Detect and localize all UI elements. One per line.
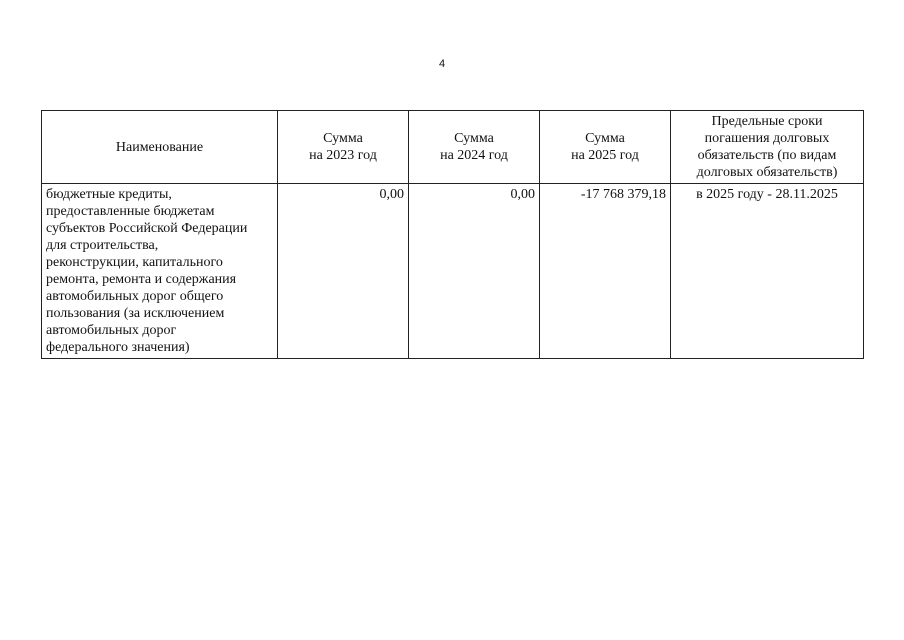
cell-name-line: федерального значения) bbox=[46, 340, 190, 355]
header-name-text: Наименование bbox=[115, 139, 204, 155]
header-term-line-4: долговых обязательств) bbox=[696, 165, 838, 180]
cell-sum-2024: 0,00 bbox=[409, 184, 540, 359]
header-term-line-2: погашения долговых bbox=[704, 131, 830, 146]
cell-name-line: автомобильных дорог bbox=[46, 323, 177, 338]
header-sum-2024 bbox=[409, 111, 540, 184]
header-sum-2024-line-2: на 2024 год bbox=[440, 148, 508, 163]
cell-name-line: субъектов Российской Федерации bbox=[46, 221, 248, 236]
header-term bbox=[671, 111, 864, 184]
cell-name bbox=[42, 184, 278, 359]
header-sum-2023-line-1: Сумма bbox=[323, 131, 363, 146]
header-sum-2023-line-2: на 2023 год bbox=[309, 148, 377, 163]
header-sum-2024-line-1: Сумма bbox=[454, 131, 494, 146]
header-term-line-1: Предельные сроки bbox=[711, 114, 823, 129]
header-term-line-3: обязательств (по видам bbox=[697, 148, 837, 163]
debt-obligations-table bbox=[41, 110, 864, 359]
cell-name-line: реконструкции, капитального bbox=[46, 255, 223, 270]
cell-name-line: для строительства, bbox=[46, 238, 159, 253]
page-number: 4 bbox=[438, 58, 446, 70]
table-row bbox=[42, 184, 864, 359]
header-sum-2025 bbox=[540, 111, 671, 184]
table-header-row bbox=[42, 111, 864, 184]
header-sum-2025-line-2: на 2025 год bbox=[571, 148, 639, 163]
header-name bbox=[42, 111, 278, 184]
cell-sum-2023: 0,00 bbox=[278, 184, 409, 359]
cell-term: в 2025 году - 28.11.2025 bbox=[671, 184, 864, 359]
cell-name-line: предоставленные бюджетам bbox=[46, 204, 215, 219]
header-sum-2023 bbox=[278, 111, 409, 184]
cell-name-line: пользования (за исключением bbox=[46, 306, 225, 321]
cell-name-line: автомобильных дорог общего bbox=[46, 289, 224, 304]
cell-name-line: ремонта, ремонта и содержания bbox=[46, 272, 237, 287]
header-sum-2025-line-1: Сумма bbox=[585, 131, 625, 146]
cell-sum-2025: -17 768 379,18 bbox=[540, 184, 671, 359]
cell-name-line: бюджетные кредиты, bbox=[46, 187, 172, 202]
